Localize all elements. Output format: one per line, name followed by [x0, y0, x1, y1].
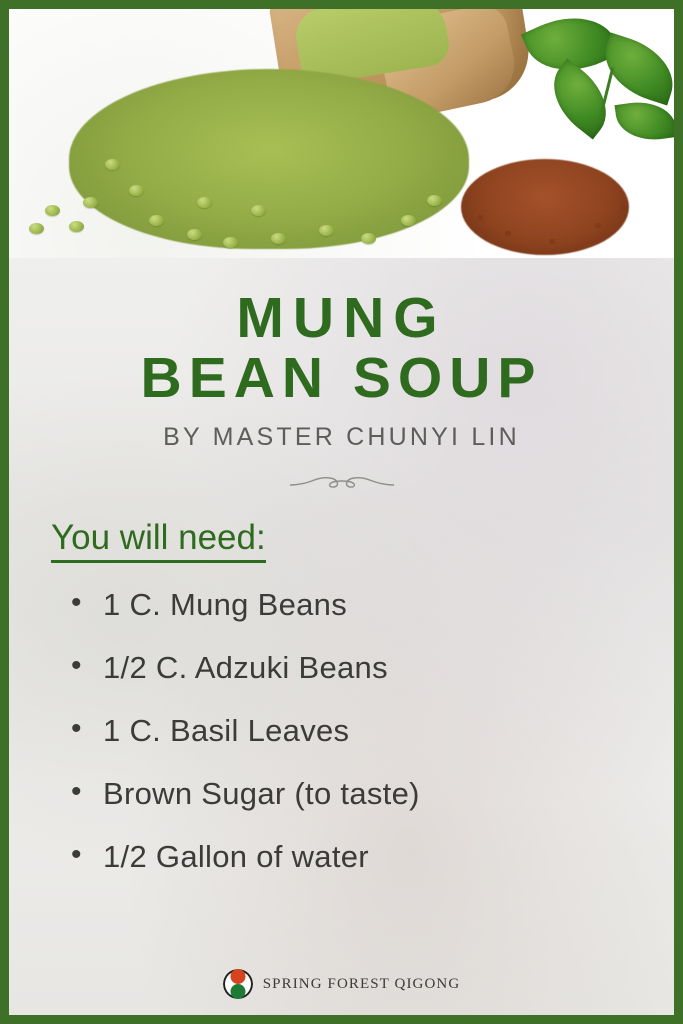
sugar-grain — [595, 223, 601, 228]
content-panel — [9, 258, 674, 1015]
mung-bean — [271, 233, 286, 244]
sugar-grain — [505, 231, 511, 236]
sugar-grain — [621, 205, 627, 210]
list-item: • 1 C. Basil Leaves — [71, 711, 674, 752]
list-item: • 1 C. Mung Beans — [71, 585, 674, 626]
mung-bean — [83, 197, 98, 208]
footer-branding — [9, 969, 674, 999]
list-item: • 1/2 C. Adzuki Beans — [71, 648, 674, 689]
flourish-divider — [282, 472, 402, 494]
mung-bean — [45, 205, 60, 216]
mung-bean — [187, 229, 202, 240]
yin-yang-icon — [223, 969, 253, 999]
mung-bean — [319, 225, 334, 236]
title-line-2: BEAN SOUP — [140, 346, 543, 411]
need-heading: You will need: — [51, 518, 266, 563]
mung-bean — [401, 215, 416, 226]
list-item: • 1/2 Gallon of water — [71, 837, 674, 878]
mung-bean — [129, 185, 144, 196]
mung-bean — [105, 159, 120, 170]
mung-bean — [29, 223, 44, 234]
ingredients-list — [9, 585, 674, 878]
mung-bean — [223, 237, 238, 248]
mung-bean — [197, 197, 212, 208]
subtitle: BY MASTER CHUNYI LIN — [163, 422, 520, 451]
sugar-grain — [477, 215, 483, 220]
mung-bean — [361, 233, 376, 244]
mung-bean — [149, 215, 164, 226]
brown-sugar-mound — [461, 159, 629, 255]
mung-bean — [69, 221, 84, 232]
brand-name: SPRING FOREST QIGONG — [262, 975, 461, 992]
mung-bean — [427, 195, 442, 206]
title-line-1: MUNG — [236, 286, 447, 350]
hero-photo — [9, 9, 674, 258]
sugar-grain — [549, 239, 555, 244]
list-item: • Brown Sugar (to taste) — [71, 774, 674, 815]
mung-bean — [251, 205, 266, 216]
page-title — [9, 258, 674, 409]
need-heading-wrap — [9, 494, 674, 563]
